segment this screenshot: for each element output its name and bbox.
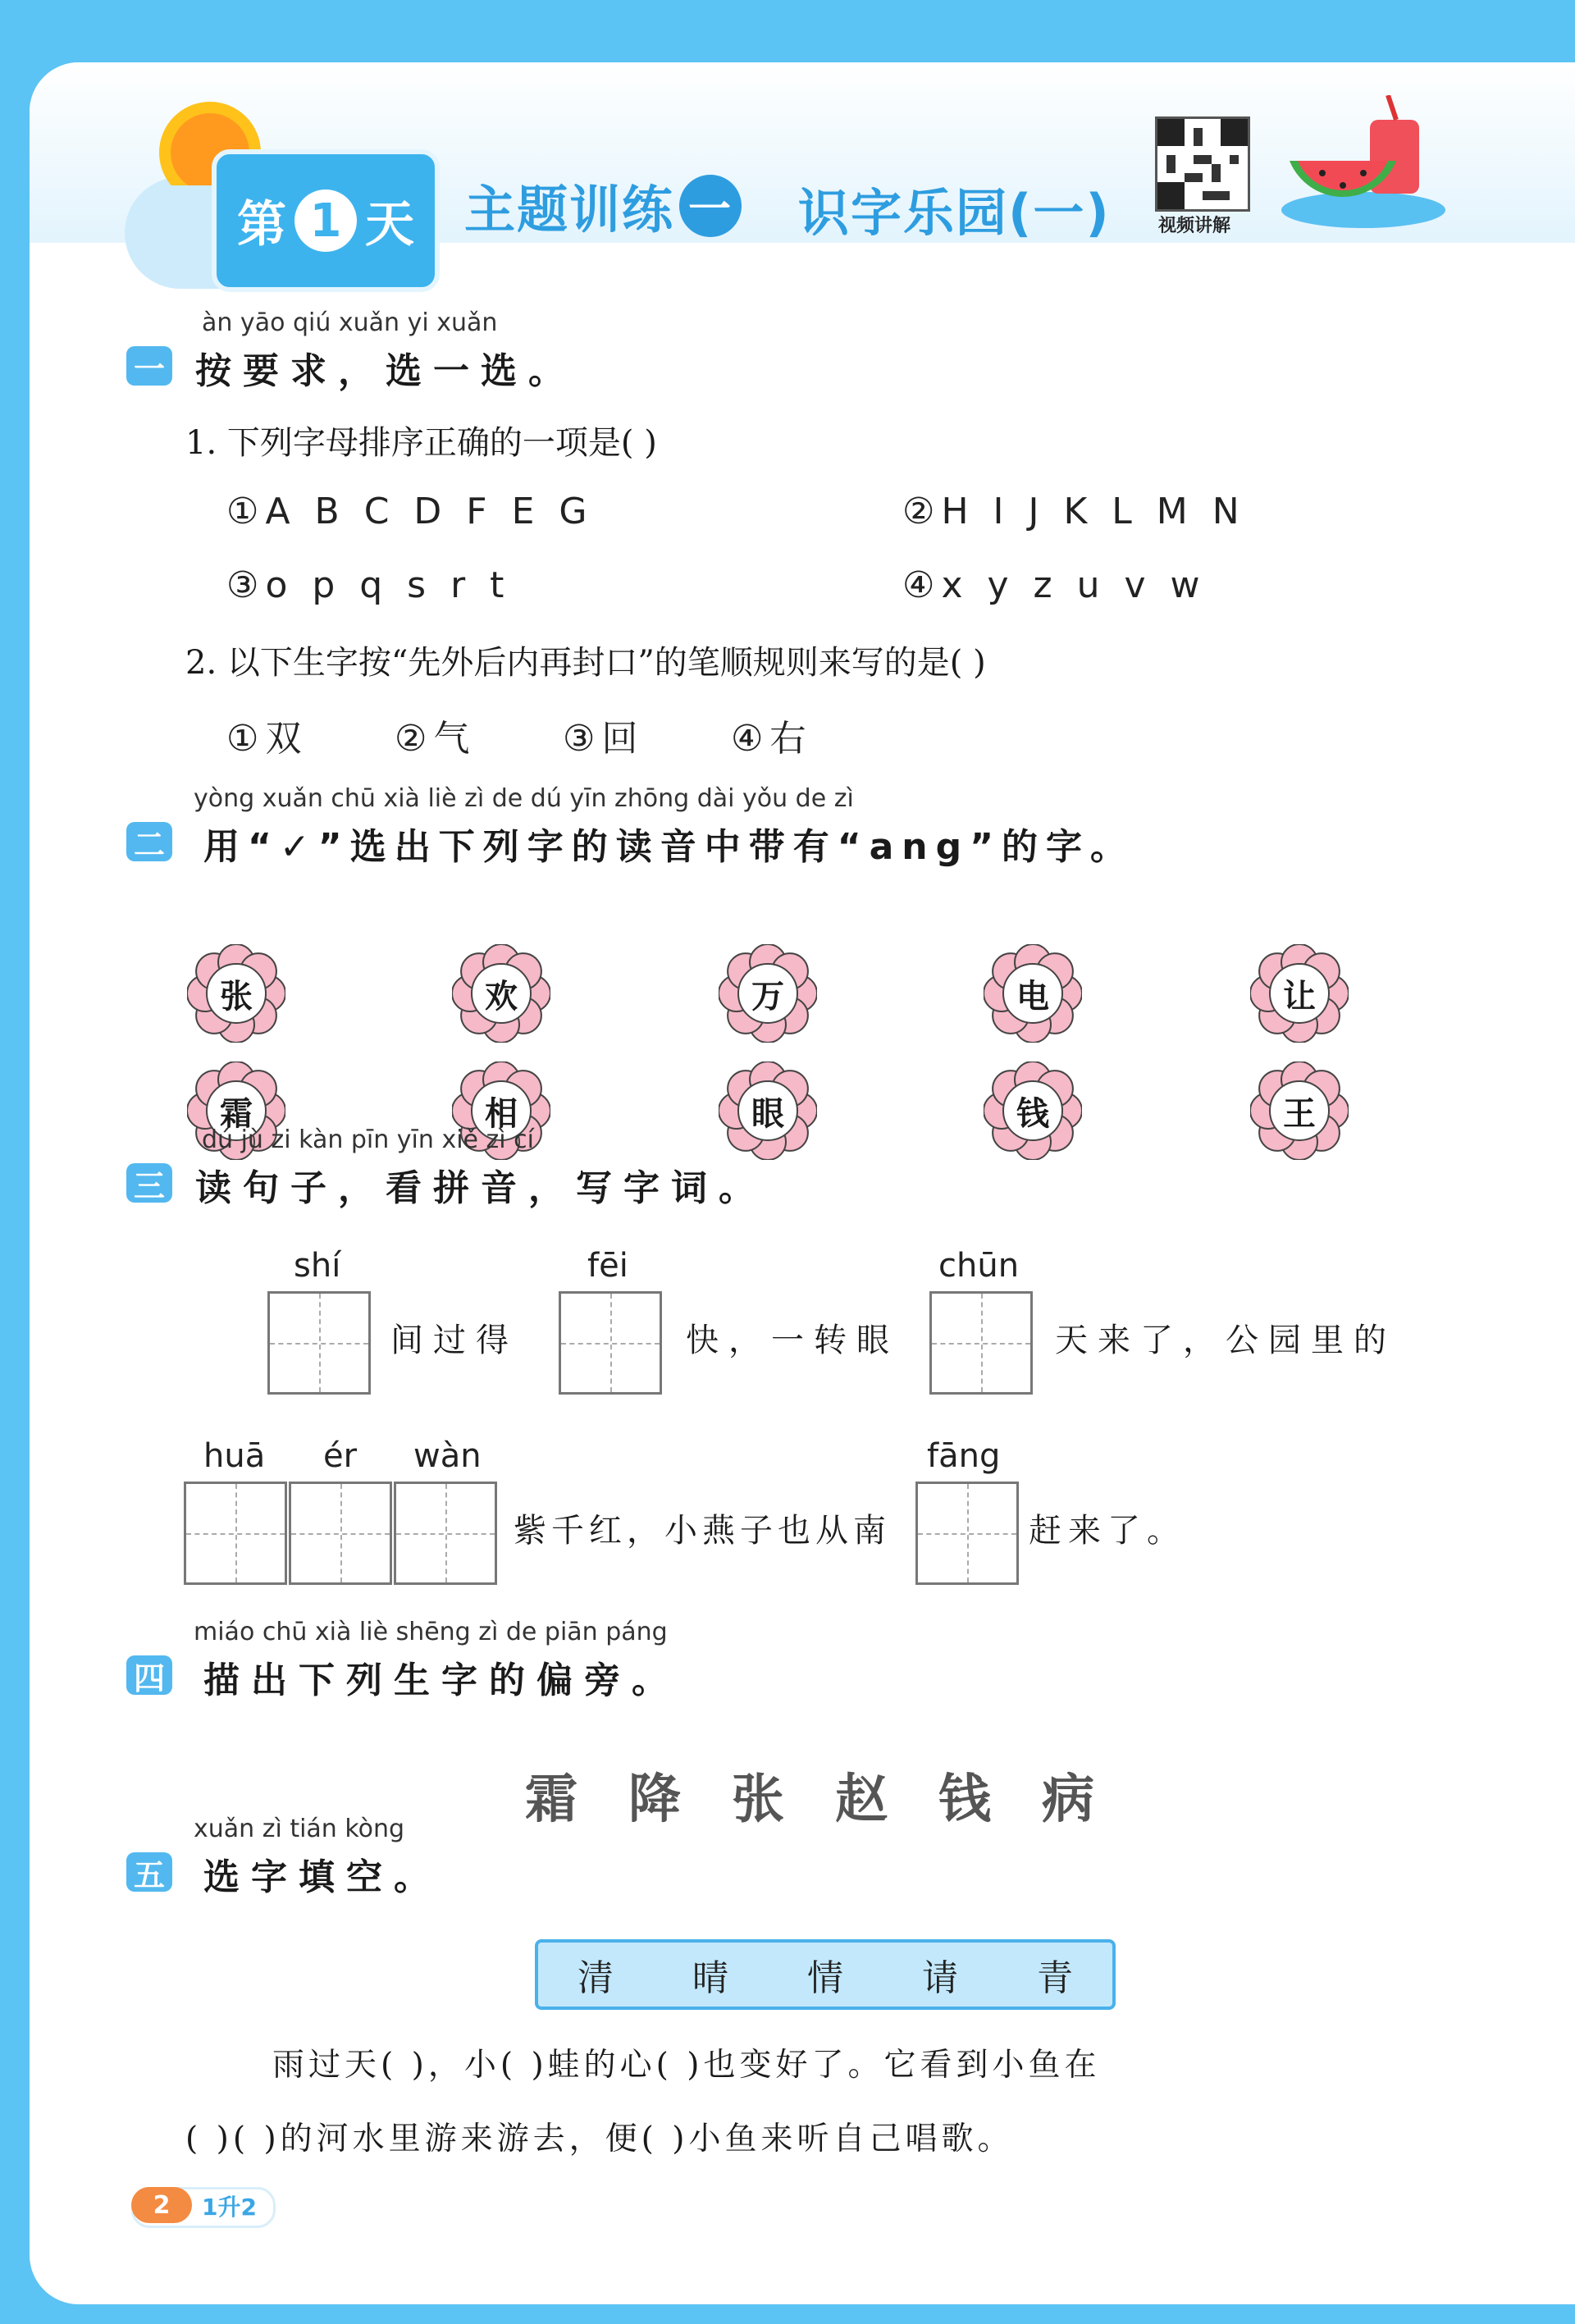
flower-char-label: 王 [1283, 1094, 1316, 1133]
flower-char[interactable] [1250, 944, 1349, 1043]
sentence-fragment: 天来了，公园里的 [1055, 1322, 1396, 1359]
theme-number: 一 [679, 175, 742, 237]
flower-char[interactable] [984, 944, 1082, 1043]
flower-char-label: 霜 [220, 1094, 253, 1133]
sentence-fragment: 快，一转眼 [686, 1322, 899, 1359]
word-bank-item: 晴 [692, 1957, 728, 1999]
sentence-fragment: 赶来了。 [1029, 1512, 1186, 1550]
write-box[interactable] [394, 1482, 497, 1585]
word-bank-item: 青 [1037, 1957, 1073, 1999]
pinyin-hua: huā [203, 1437, 266, 1475]
write-box[interactable] [289, 1482, 392, 1585]
section2-title: 用“✓”选出下列字的读音中带有“ang”的字。 [203, 826, 1135, 868]
section5-icon: 五 [126, 1852, 172, 1892]
section2-icon: 二 [126, 822, 172, 861]
q2-option-3[interactable]: ③回 [563, 718, 645, 760]
word-bank-item: 清 [578, 1957, 614, 1999]
section3-icon: 三 [126, 1163, 172, 1203]
pinyin-er: ér [323, 1437, 358, 1475]
section1-pinyin: àn yāo qiú xuǎn yi xuǎn [202, 308, 498, 337]
q1-option-1[interactable]: ①A B C D F E G [226, 491, 594, 532]
day-suffix: 天 [365, 196, 414, 253]
worksheet-page [30, 62, 1575, 2304]
qr-label: 视频讲解 [1158, 216, 1231, 236]
flower-char-label: 相 [485, 1094, 518, 1133]
pinyin-wan: wàn [413, 1437, 482, 1475]
word-bank-item: 情 [807, 1957, 843, 1999]
q2-option-4[interactable]: ④右 [731, 718, 813, 760]
flower-char-label: 电 [1016, 976, 1049, 1016]
pinyin-chun: chūn [938, 1247, 1020, 1285]
flower-char-label: 欢 [485, 976, 518, 1016]
qr-code-icon[interactable] [1155, 116, 1250, 212]
word-bank-item: 请 [922, 1957, 958, 1999]
q2-option-1[interactable]: ①双 [226, 718, 308, 760]
section4-pinyin: miáo chū xià liè shēng zì de piān páng [194, 1618, 668, 1646]
section2-pinyin: yòng xuǎn chū xià liè zì de dú yīn zhōng dài yǒu de zì [194, 784, 854, 813]
section4-icon: 四 [126, 1655, 172, 1695]
flower-char[interactable] [719, 944, 817, 1043]
write-box[interactable] [267, 1291, 371, 1395]
theme-title: 主题训练 一 [464, 169, 742, 242]
flower-char-label: 钱 [1016, 1094, 1049, 1133]
flower-char-label: 万 [751, 976, 784, 1016]
fill-blank-line-2: ( )( )的河水里游来游去，便( )小鱼来听自己唱歌。 [185, 2121, 1014, 2157]
q1-option-2[interactable]: ②H I J K L M N [902, 491, 1246, 532]
q2-option-2[interactable]: ②气 [395, 718, 477, 760]
trace-characters: 霜降张赵钱病 [525, 1769, 1145, 1830]
section3-pinyin: dú jù zi kàn pīn yīn xiě zì cí [202, 1125, 534, 1154]
sentence-fragment: 间过得 [390, 1322, 518, 1359]
flower-char[interactable] [719, 1062, 817, 1160]
sentence-fragment: 紫千红，小燕子也从南 [514, 1512, 891, 1550]
flower-char-label: 张 [220, 976, 253, 1016]
write-box[interactable] [559, 1291, 662, 1395]
section5-pinyin: xuǎn zì tián kòng [194, 1815, 405, 1843]
section1-title: 按要求，选一选。 [195, 350, 576, 392]
flower-char[interactable] [1250, 1062, 1349, 1160]
flower-char[interactable] [984, 1062, 1082, 1160]
section1-icon: 一 [126, 346, 172, 386]
write-box[interactable] [929, 1291, 1033, 1395]
page-title: 识字乐园(一) [798, 183, 1111, 243]
pinyin-fang: fāng [927, 1437, 1001, 1475]
day-badge [212, 149, 440, 292]
section4-title: 描出下列生字的偏旁。 [203, 1660, 679, 1701]
section3-title: 读句子，看拼音，写字词。 [195, 1167, 766, 1209]
section5-title: 选字填空。 [203, 1856, 441, 1898]
question-2: 2. 以下生字按“先外后内再封口”的笔顺规则来写的是( ) [185, 644, 986, 682]
q1-option-3[interactable]: ③o p q s r t [226, 564, 511, 606]
write-box[interactable] [915, 1482, 1019, 1585]
pinyin-shi: shí [294, 1247, 341, 1285]
q1-option-4[interactable]: ④x y z u v w [902, 564, 1207, 606]
day-prefix: 第 [237, 196, 286, 253]
pinyin-fei: fēi [587, 1247, 628, 1285]
flower-char-label: 眼 [751, 1094, 784, 1133]
page-number: 2 [131, 2187, 192, 2223]
day-number: 1 [294, 189, 357, 252]
word-bank [535, 1939, 1116, 2010]
flower-char[interactable] [187, 944, 285, 1043]
grade-label: 1升2 [202, 2194, 257, 2221]
question-1: 1. 下列字母排序正确的一项是( ) [185, 424, 657, 462]
flower-char-label: 让 [1283, 976, 1316, 1016]
watermelon-drink-icon [1273, 95, 1454, 235]
fill-blank-line-1: 雨过天( )，小( )蛙的心( )也变好了。它看到小鱼在 [272, 2047, 1101, 2084]
flower-char[interactable] [452, 944, 550, 1043]
write-box[interactable] [184, 1482, 287, 1585]
